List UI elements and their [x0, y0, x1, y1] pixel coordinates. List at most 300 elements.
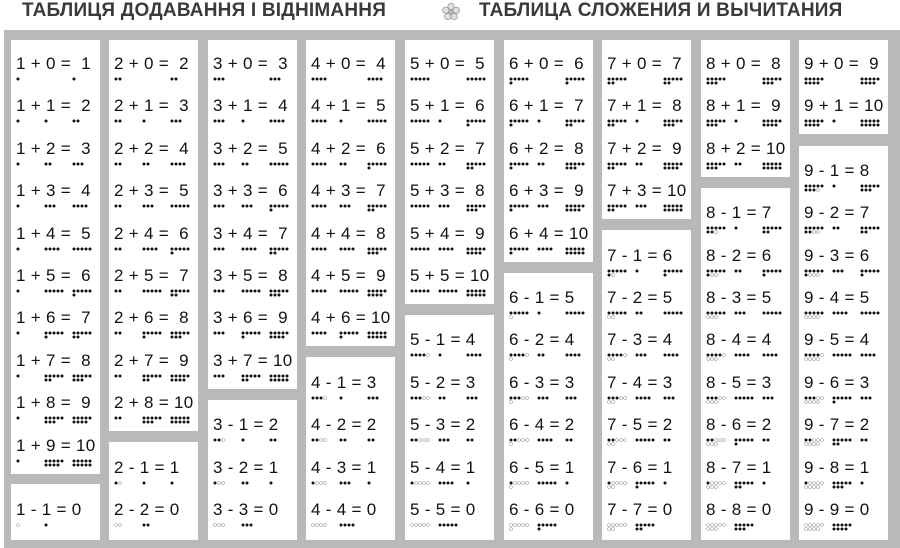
equation-text: 8 + 0 = 8	[706, 54, 781, 73]
dot-filled	[841, 312, 844, 315]
dot-filled	[175, 290, 178, 293]
dot-filled	[81, 205, 84, 208]
dot-filled	[861, 188, 864, 191]
dot-filled	[664, 273, 667, 276]
dot-filled	[775, 120, 778, 123]
dot-filled	[707, 124, 710, 127]
dot-filled	[877, 184, 880, 187]
dot-filled	[356, 332, 359, 335]
dot-filled	[809, 120, 812, 123]
dot-empty	[805, 316, 808, 319]
dot-empty	[624, 439, 627, 442]
dot-filled	[258, 332, 261, 335]
dot-filled	[159, 374, 162, 377]
equation-row	[607, 52, 687, 94]
dot-filled	[467, 78, 470, 81]
dot-filled	[680, 205, 683, 208]
dot-filled	[612, 166, 615, 169]
dot-filled	[833, 354, 836, 357]
dot-filled	[324, 247, 327, 250]
dot-filled	[644, 439, 647, 442]
dot-empty	[522, 481, 525, 484]
dot-filled	[574, 251, 577, 254]
equation-row	[311, 137, 391, 179]
dot-empty	[119, 524, 122, 527]
dot-filled	[510, 312, 513, 315]
dot-filled	[344, 247, 347, 250]
dot-filled	[668, 162, 671, 165]
dot-filled	[869, 227, 872, 230]
dot-filled	[743, 524, 746, 527]
dot-empty	[715, 231, 718, 234]
dot-filled	[636, 354, 639, 357]
dot-empty	[813, 400, 816, 403]
equation-row	[607, 371, 687, 413]
dot-filled	[246, 247, 249, 250]
counting-dots	[607, 269, 687, 277]
dot-filled	[419, 396, 422, 399]
dot-filled	[648, 439, 651, 442]
dot-empty	[715, 316, 718, 319]
dot-filled	[767, 78, 770, 81]
dot-filled	[861, 396, 864, 399]
equation-text: 5 + 0 = 5	[410, 54, 485, 73]
dot-filled	[664, 354, 667, 357]
equation-row	[607, 328, 687, 370]
dot-filled	[368, 481, 371, 484]
dot-filled	[809, 439, 812, 442]
dot-filled	[570, 162, 573, 165]
dot-filled	[676, 269, 679, 272]
equation-text: 3 + 6 = 9	[213, 308, 288, 328]
dot-filled	[222, 78, 225, 81]
dot-filled	[668, 124, 671, 127]
equation-row	[114, 456, 194, 498]
dot-filled	[77, 247, 80, 250]
dot-filled	[179, 290, 182, 293]
dot-filled	[877, 124, 880, 127]
subtraction-card	[405, 315, 494, 540]
dot-filled	[743, 439, 746, 442]
counting-dots	[410, 204, 490, 212]
equation-text: 8 - 3 = 5	[706, 288, 772, 307]
dot-filled	[636, 485, 639, 488]
dot-filled	[873, 227, 876, 230]
dot-filled	[747, 439, 750, 442]
dot-filled	[286, 374, 289, 377]
addition-card	[701, 40, 790, 177]
dot-filled	[467, 294, 470, 297]
equation-row	[114, 179, 194, 221]
dot-filled	[522, 78, 525, 81]
dot-filled	[270, 78, 273, 81]
equation-text: 8 - 2 = 6	[706, 245, 772, 265]
dot-filled	[664, 78, 667, 81]
dot-filled	[763, 162, 766, 165]
counting-dots	[311, 438, 391, 446]
counting-dots	[114, 77, 194, 85]
dot-empty	[817, 231, 820, 234]
dot-filled	[779, 312, 782, 315]
dot-empty	[510, 485, 513, 488]
dot-filled	[833, 443, 836, 446]
dot-filled	[471, 290, 474, 293]
dot-filled	[73, 162, 76, 165]
dot-filled	[151, 205, 154, 208]
dot-filled	[865, 269, 868, 272]
dot-filled	[471, 166, 474, 169]
equation-row	[706, 498, 786, 540]
dot-empty	[620, 524, 623, 527]
dot-filled	[119, 247, 122, 250]
dot-empty	[415, 481, 418, 484]
dot-filled	[214, 247, 217, 250]
dot-filled	[735, 439, 738, 442]
dot-filled	[566, 124, 569, 127]
dot-filled	[514, 439, 517, 442]
counting-dots	[114, 162, 194, 170]
equation-row	[114, 391, 194, 433]
dot-filled	[664, 396, 667, 399]
dot-filled	[218, 162, 221, 165]
dot-filled	[380, 120, 383, 123]
dot-filled	[250, 247, 253, 250]
dot-filled	[479, 247, 482, 250]
dot-filled	[475, 354, 478, 357]
dot-empty	[419, 481, 422, 484]
counting-dots	[509, 523, 589, 531]
dot-filled	[676, 166, 679, 169]
equation-text: 2 - 2 = 0	[114, 500, 180, 519]
dot-filled	[479, 162, 482, 165]
dot-filled	[183, 205, 186, 208]
dot-filled	[77, 336, 80, 339]
counting-dots	[607, 396, 687, 404]
dot-empty	[518, 481, 521, 484]
dot-filled	[415, 247, 418, 250]
dot-filled	[467, 396, 470, 399]
dot-filled	[415, 205, 418, 208]
dot-filled	[719, 227, 722, 230]
dot-filled	[483, 247, 486, 250]
dot-filled	[771, 269, 774, 272]
dot-filled	[115, 205, 118, 208]
dot-filled	[707, 273, 710, 276]
dot-filled	[77, 205, 80, 208]
dot-filled	[171, 421, 174, 424]
dot-filled	[175, 374, 178, 377]
dot-filled	[49, 459, 52, 462]
dot-filled	[845, 312, 848, 315]
dot-empty	[415, 524, 418, 527]
dot-filled	[865, 312, 868, 315]
dot-filled	[77, 162, 80, 165]
dot-filled	[743, 528, 746, 531]
dot-filled	[566, 166, 569, 169]
dot-filled	[542, 481, 545, 484]
dot-filled	[372, 251, 375, 254]
equation-row	[410, 137, 490, 179]
dot-empty	[427, 524, 430, 527]
dot-filled	[873, 312, 876, 315]
dot-filled	[648, 396, 651, 399]
dot-filled	[510, 247, 513, 250]
equation-text: 7 + 3 = 10	[607, 181, 687, 201]
dot-filled	[376, 396, 379, 399]
dot-filled	[566, 354, 569, 357]
dot-empty	[715, 439, 718, 442]
dot-filled	[246, 205, 249, 208]
dot-filled	[873, 82, 876, 85]
dot-filled	[147, 290, 150, 293]
dot-filled	[510, 120, 513, 123]
dot-filled	[510, 82, 513, 85]
dot-filled	[89, 463, 92, 466]
dot-filled	[608, 273, 611, 276]
dot-filled	[49, 463, 52, 466]
dot-empty	[526, 481, 529, 484]
dot-filled	[711, 269, 714, 272]
dot-filled	[861, 184, 864, 187]
dot-filled	[510, 166, 513, 169]
equation-text: 8 - 8 = 0	[706, 500, 772, 519]
counting-dots	[607, 481, 687, 489]
dot-filled	[873, 354, 876, 357]
equation-text: 7 - 5 = 2	[607, 415, 673, 435]
dot-filled	[833, 485, 836, 488]
dot-filled	[467, 209, 470, 212]
dot-filled	[115, 120, 118, 123]
counting-dots	[706, 523, 786, 531]
equation-row	[114, 306, 194, 348]
dot-filled	[115, 332, 118, 335]
dot-filled	[873, 78, 876, 81]
dot-filled	[340, 336, 343, 339]
dot-filled	[763, 166, 766, 169]
dot-filled	[735, 485, 738, 488]
equation-text: 1 + 1 = 2	[16, 96, 91, 116]
equation-text: 8 + 2 = 10	[706, 138, 786, 158]
dot-filled	[467, 162, 470, 165]
equation-row	[509, 371, 589, 413]
dot-filled	[865, 124, 868, 127]
equation-text: 4 + 3 = 7	[311, 181, 386, 201]
dot-filled	[17, 78, 20, 81]
dot-filled	[171, 294, 174, 297]
dot-filled	[612, 209, 615, 212]
dot-filled	[616, 269, 619, 272]
dot-filled	[771, 82, 774, 85]
dot-filled	[514, 247, 517, 250]
dot-filled	[608, 396, 611, 399]
dot-filled	[809, 188, 812, 191]
dot-filled	[246, 524, 249, 527]
dot-filled	[218, 439, 221, 442]
dot-filled	[242, 290, 245, 293]
dot-filled	[384, 162, 387, 165]
dot-filled	[368, 209, 371, 212]
dot-filled	[624, 269, 627, 272]
dot-filled	[242, 439, 245, 442]
dot-filled	[771, 227, 774, 230]
counting-dots	[213, 374, 293, 382]
dot-filled	[861, 481, 864, 484]
equation-text: 3 - 3 = 0	[213, 500, 279, 519]
dot-filled	[767, 396, 770, 399]
equation-row	[706, 201, 786, 243]
dot-filled	[861, 120, 864, 123]
dot-filled	[171, 336, 174, 339]
dot-filled	[368, 247, 371, 250]
equation-row	[509, 328, 589, 370]
dot-filled	[451, 247, 454, 250]
dot-empty	[715, 443, 718, 446]
dot-filled	[423, 205, 426, 208]
dot-filled	[344, 290, 347, 293]
dot-filled	[510, 439, 513, 442]
dot-filled	[616, 205, 619, 208]
dot-filled	[218, 374, 221, 377]
dot-filled	[861, 354, 864, 357]
dot-filled	[214, 374, 217, 377]
equation-text: 2 + 0 = 2	[114, 54, 189, 73]
dot-filled	[45, 417, 48, 420]
dot-filled	[582, 120, 585, 123]
equation-row	[213, 179, 293, 221]
dot-filled	[151, 332, 154, 335]
dot-filled	[841, 439, 844, 442]
equation-row	[509, 52, 589, 94]
dot-filled	[278, 378, 281, 381]
dot-empty	[320, 439, 323, 442]
dot-filled	[873, 269, 876, 272]
dot-filled	[873, 120, 876, 123]
dot-filled	[147, 205, 150, 208]
dot-filled	[439, 247, 442, 250]
dot-filled	[423, 354, 426, 357]
equation-text: 6 - 1 = 5	[509, 288, 575, 307]
dot-filled	[467, 439, 470, 442]
dot-empty	[817, 396, 820, 399]
dot-filled	[664, 124, 667, 127]
dot-filled	[419, 290, 422, 293]
dot-empty	[805, 443, 808, 446]
dot-filled	[620, 312, 623, 315]
dot-filled	[664, 120, 667, 123]
dot-filled	[155, 247, 158, 250]
dot-empty	[510, 524, 513, 527]
dot-filled	[723, 120, 726, 123]
dot-empty	[518, 524, 521, 527]
addition-card	[109, 40, 198, 431]
dot-filled	[214, 78, 217, 81]
dot-filled	[837, 443, 840, 446]
dot-filled	[640, 354, 643, 357]
dot-filled	[151, 374, 154, 377]
equation-row	[213, 222, 293, 264]
dot-filled	[767, 439, 770, 442]
dot-filled	[522, 120, 525, 123]
counting-dots	[311, 289, 391, 297]
dot-filled	[155, 332, 158, 335]
dot-filled	[735, 312, 738, 315]
dot-filled	[526, 162, 529, 165]
counting-dots	[706, 481, 786, 489]
dot-filled	[739, 524, 742, 527]
dot-filled	[805, 227, 808, 230]
dot-filled	[17, 374, 20, 377]
dot-filled	[582, 312, 585, 315]
counting-dots	[16, 374, 96, 382]
dot-filled	[171, 332, 174, 335]
dot-empty	[526, 354, 529, 357]
dot-filled	[833, 439, 836, 442]
dot-filled	[554, 481, 557, 484]
dot-filled	[514, 354, 517, 357]
dot-filled	[242, 332, 245, 335]
dot-filled	[739, 439, 742, 442]
equation-text: 4 + 6 = 10	[311, 308, 391, 328]
dot-filled	[179, 120, 182, 123]
dot-empty	[711, 485, 714, 488]
equation-row	[410, 498, 490, 540]
dot-filled	[805, 231, 808, 234]
counting-dots	[311, 523, 391, 531]
equation-row	[607, 137, 687, 179]
dot-filled	[57, 374, 60, 377]
dot-filled	[45, 247, 48, 250]
dot-filled	[368, 251, 371, 254]
dot-filled	[644, 205, 647, 208]
counting-dots	[16, 459, 96, 467]
dot-filled	[187, 417, 190, 420]
dot-filled	[77, 378, 80, 381]
subtraction-card	[504, 273, 593, 540]
dot-filled	[77, 459, 80, 462]
dot-filled	[282, 247, 285, 250]
counting-dots	[311, 162, 391, 170]
counting-dots	[213, 247, 293, 255]
equation-text: 1 + 6 = 7	[16, 308, 91, 328]
dot-filled	[471, 209, 474, 212]
equation-text: 7 - 2 = 5	[607, 288, 673, 307]
dot-filled	[427, 162, 430, 165]
counting-dots	[410, 438, 490, 446]
dot-filled	[636, 269, 639, 272]
dot-filled	[423, 290, 426, 293]
dot-filled	[254, 247, 257, 250]
dot-filled	[376, 332, 379, 335]
dot-filled	[514, 205, 517, 208]
dot-filled	[81, 162, 84, 165]
dot-filled	[77, 417, 80, 420]
dot-filled	[475, 78, 478, 81]
dot-filled	[411, 247, 414, 250]
dot-filled	[274, 378, 277, 381]
dot-filled	[159, 332, 162, 335]
dot-filled	[73, 205, 76, 208]
dot-filled	[578, 78, 581, 81]
dot-filled	[380, 294, 383, 297]
dot-filled	[115, 290, 118, 293]
subtraction-card	[208, 400, 297, 540]
equation-row	[213, 94, 293, 136]
equation-text: 6 + 0 = 6	[509, 54, 584, 73]
dot-empty	[419, 524, 422, 527]
dot-empty	[711, 481, 714, 484]
dot-filled	[340, 120, 343, 123]
dot-filled	[368, 166, 371, 169]
